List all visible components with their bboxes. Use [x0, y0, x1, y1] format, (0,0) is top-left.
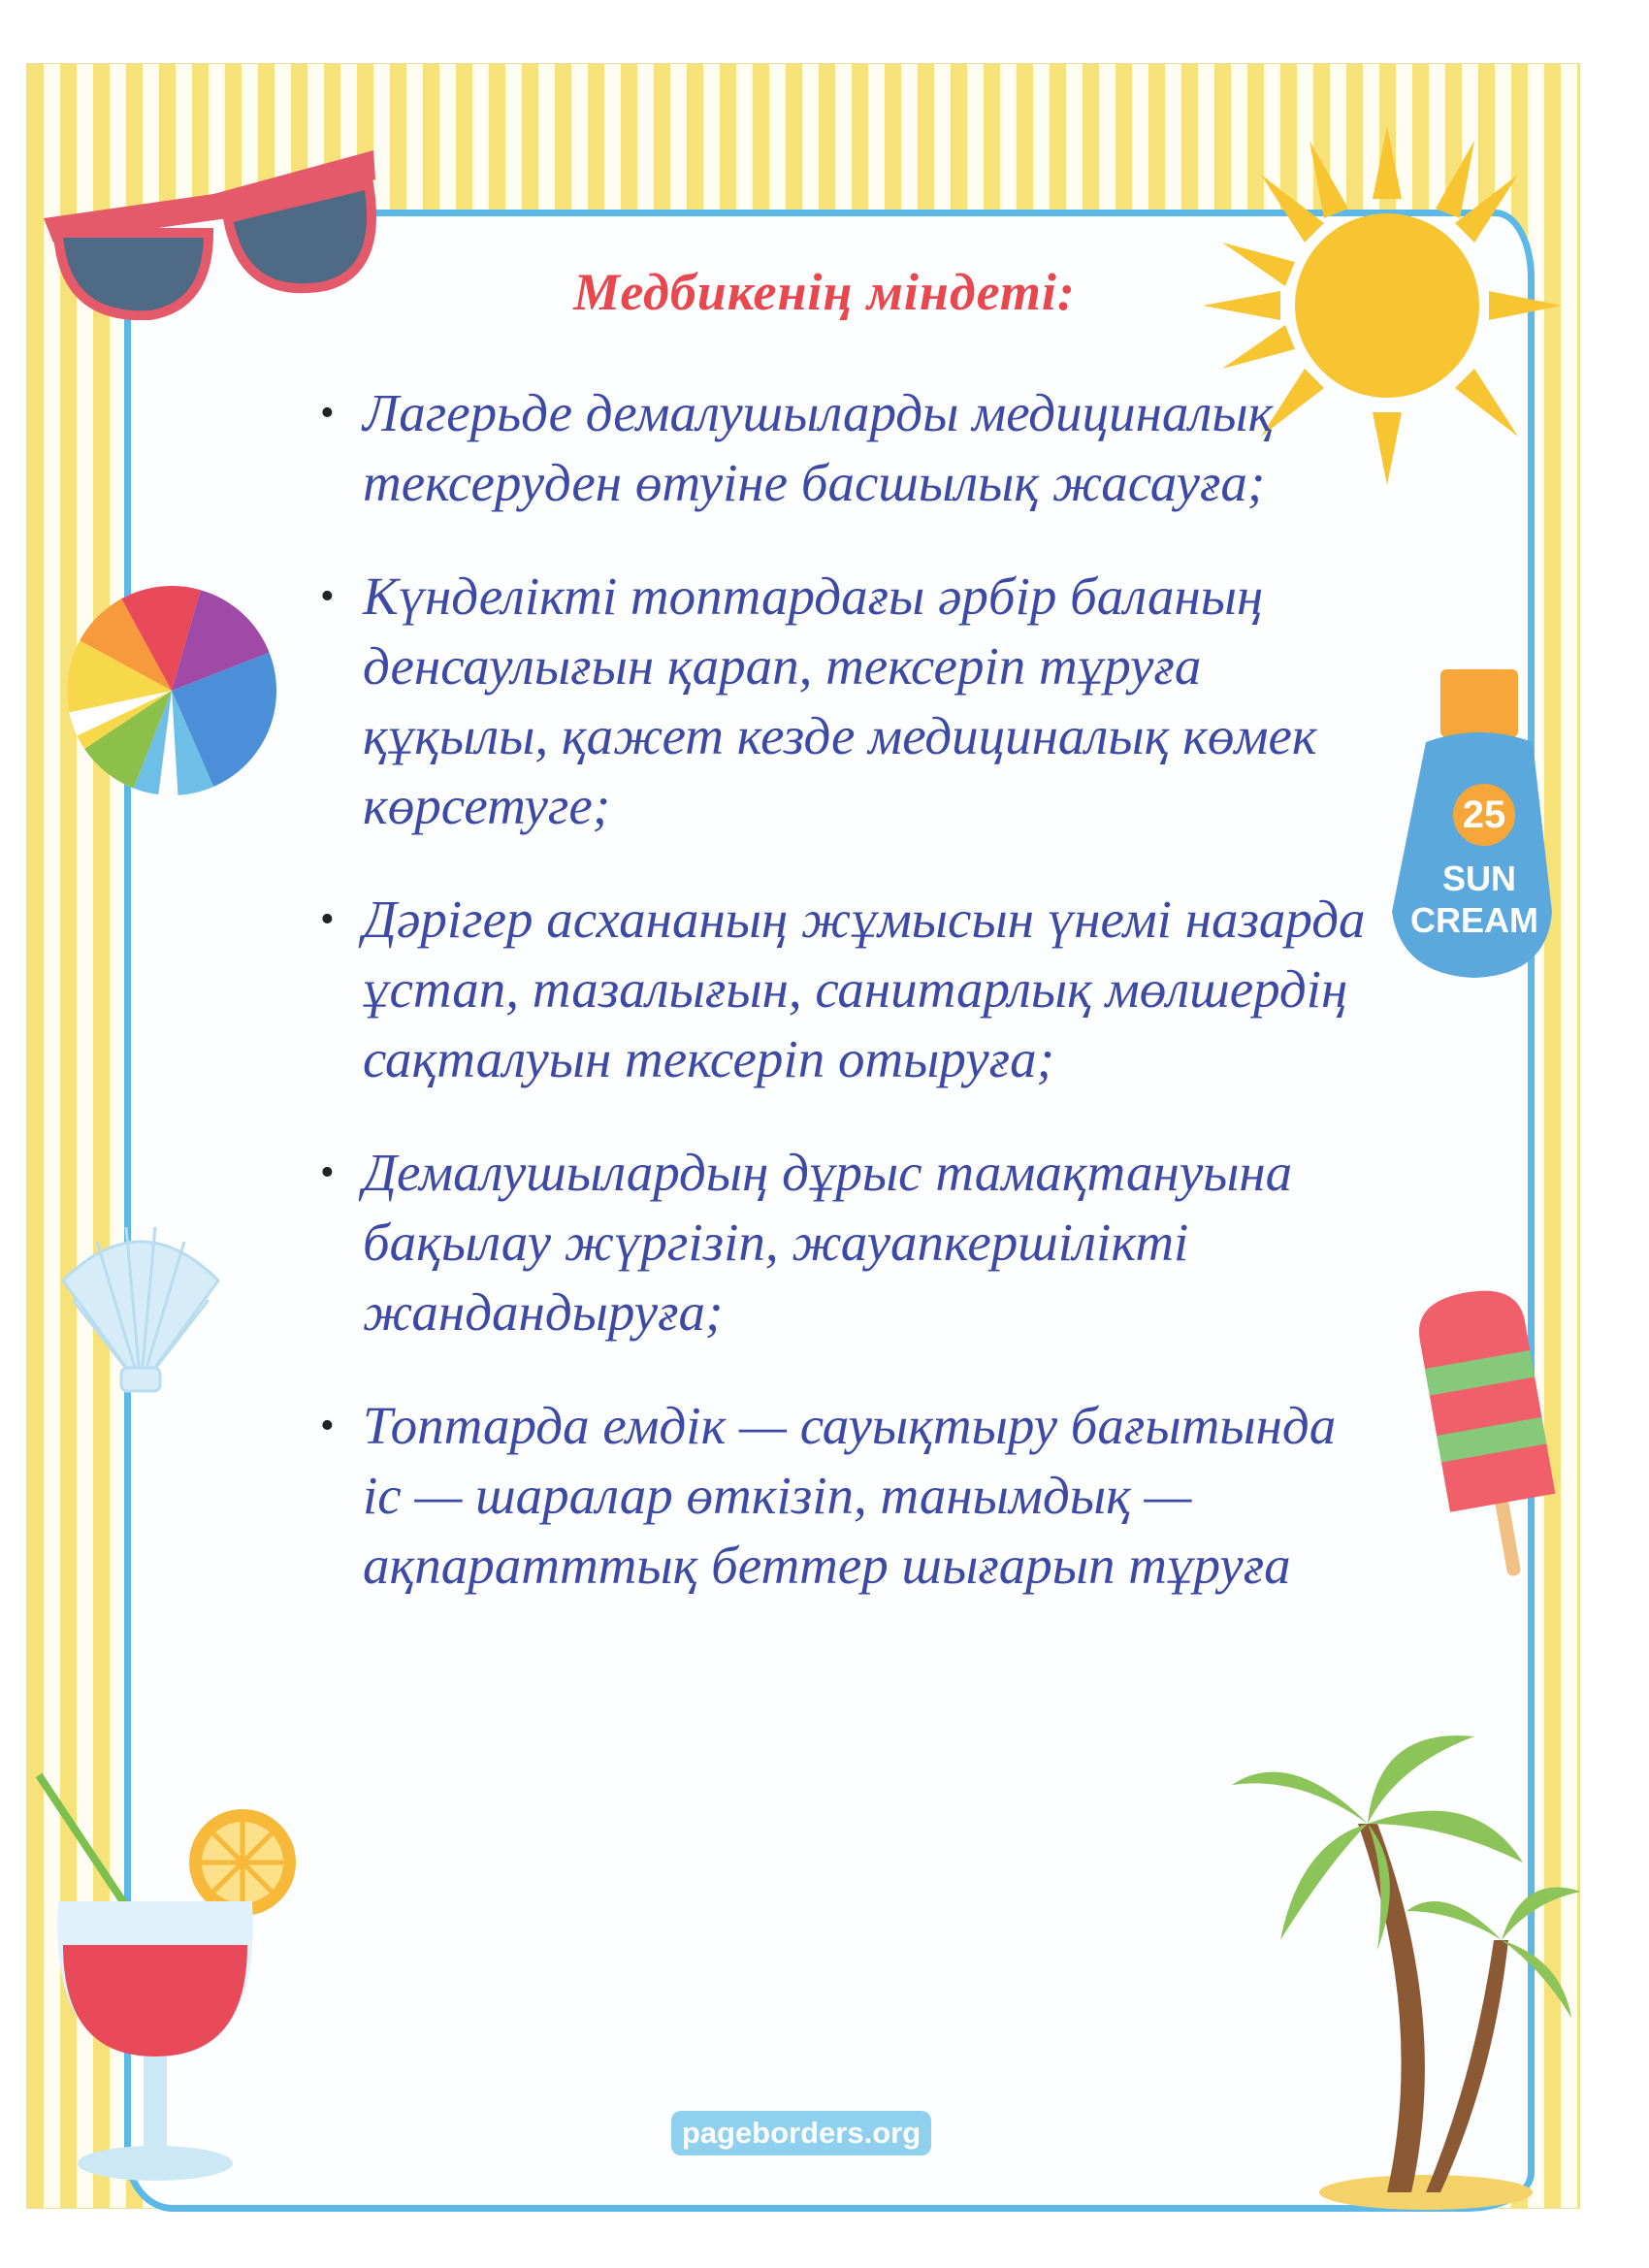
palm-tree-icon	[1232, 1727, 1600, 2212]
popsicle-icon	[1416, 1290, 1562, 1581]
duties-list	[320, 378, 1387, 1644]
list-item: • Демалушылардың дұрыс тамақтануына бақылау жүргізіп, жауапкершілікті жандандыруға;	[320, 1138, 1387, 1347]
list-item: • Топтарда емдік — сауықтыру бағытында іс — шаралар өткізіп, танымдық — ақпаратттық беттер шығарып тұруға	[320, 1391, 1387, 1601]
spf-label: 25	[1462, 794, 1506, 836]
list-item: • Күнделікті топтардағы әрбір баланың денсаулығын қарап, тексеріп тұруға құқылы, қажет кезде медициналық көмек көрсетуге;	[320, 562, 1387, 841]
footer-watermark: pageborders.org	[671, 2111, 931, 2155]
cream-label: CREAM	[1410, 900, 1538, 940]
list-item: • Лагерьде демалушыларды медициналық тексеруден өтуіне басшылық жасауға;	[320, 378, 1387, 518]
page-title: Медбикенің міндеті:	[573, 263, 1076, 321]
seashell-icon	[44, 1203, 238, 1397]
beach-ball-icon	[63, 582, 281, 800]
list-item: • Дәрігер асхананың жұмысын үнемі назарда ұстап, тазалығын, санитарлық мөлшердің сақталуын тексеріп отыруға;	[320, 885, 1387, 1094]
sun-label: SUN	[1441, 859, 1516, 898]
sunscreen-icon	[1387, 669, 1552, 980]
cocktail-icon	[29, 1766, 310, 2192]
